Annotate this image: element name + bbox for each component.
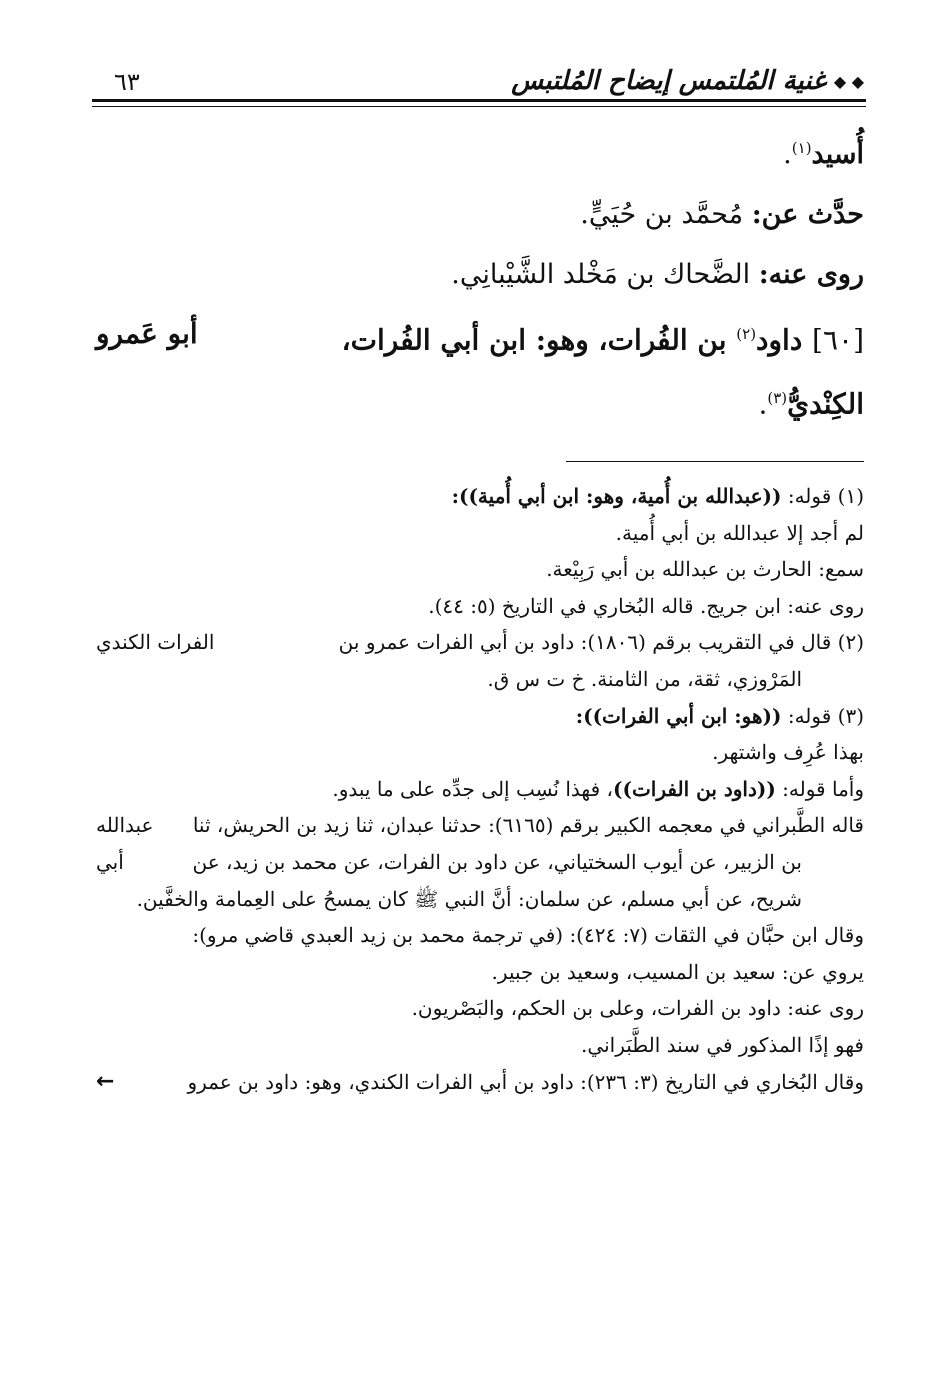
- period: .: [758, 387, 768, 421]
- footnote-3-l3-rest: ، فهذا نُسِب إلى جدِّه على ما يبدو.: [332, 776, 614, 801]
- footnote-1-line-2: لم أجد إلا عبدالله بن أبي أُمية.: [615, 520, 864, 545]
- entry-name: داود: [756, 323, 803, 357]
- footnote-ref-3: (٣): [767, 389, 788, 408]
- footnote-3-line-3: [96, 771, 864, 808]
- footnote-1-quote: ((عبدالله بن أُمية، وهو: ابن أبي أُمية)):: [451, 484, 782, 508]
- footnote-3-line-9: روى عنه: داود بن الفرات، وعلى بن الحكم، والبَصْريون.: [411, 996, 864, 1021]
- diamond-icon: ◆ ◆: [833, 71, 864, 91]
- running-title: [511, 66, 864, 96]
- main-line-rawa: [96, 245, 864, 305]
- entry-60-line2: [96, 369, 864, 433]
- footnote-3-line-5: [96, 844, 864, 881]
- period: .: [783, 139, 792, 170]
- header-rule-thin: [92, 106, 866, 107]
- footnote-2-text-end: الفرات الكندي: [96, 630, 215, 655]
- main-line-haddatha: [96, 185, 864, 245]
- footnotes: [96, 478, 864, 1100]
- rawa-label: روى عنه:: [758, 259, 864, 290]
- footnote-2-text: (٢) قال في التقريب برقم (١٨٠٦): داود بن أبي الفرات عمرو بن: [338, 630, 864, 655]
- footnote-3-l3-prefix: وأما قوله:: [782, 776, 864, 801]
- page-number: ٦٣: [114, 68, 140, 96]
- entry-heading: [342, 305, 864, 369]
- footnote-2-line-2: المَرْوزي، ثقة، من الثامنة. خ ت س ق.: [487, 666, 802, 691]
- footnote-separator: [566, 461, 864, 462]
- footnote-3-quote: ((هو: ابن أبي الفرات)):: [575, 703, 782, 728]
- footnote-3-line-8: يروي عن: سعيد بن المسيب، وسعيد بن جبير.: [491, 959, 864, 984]
- entry-60-line1: [96, 305, 864, 369]
- continue-arrow-icon: ←: [96, 1068, 115, 1094]
- book-title: غنية المُلتمس إيضاح المُلتبس: [511, 66, 826, 96]
- footnote-3-line-7: وقال ابن حبَّان في الثقات (٧: ٤٢٤): (في ترجمة محمد بن زيد العبدي قاضي مرو):: [192, 923, 864, 948]
- footnote-3-line-11: [96, 1064, 864, 1101]
- footnote-3-prefix: (٣) قوله:: [787, 703, 864, 728]
- running-header: [96, 56, 864, 96]
- footnote-3-l5-text: بن الزبير، عن أيوب السختياني، عن داود بن الفرات، عن محمد بن زيد، عن: [192, 849, 802, 874]
- haddatha-label: حدَّث عن:: [751, 199, 864, 230]
- header-rule-thick: [92, 99, 866, 102]
- footnote-1-prefix: (١) قوله:: [787, 484, 864, 508]
- footnote-3-l11-text: وقال البُخاري في التاريخ (٣: ٢٣٦): داود بن أبي الفرات الكندي، وهو: داود بن عمرو: [187, 1069, 864, 1094]
- footnote-1-line-4: روى عنه: ابن جريج. قاله البُخاري في التاريخ (٥: ٤٤).: [428, 593, 864, 618]
- footnote-3-l4-end: عبدالله: [96, 813, 154, 838]
- footnote-1-line-3: سمع: الحارث بن عبدالله بن أبي رَبِيْعة.: [546, 557, 864, 582]
- haddatha-value: مُحمَّد بن حُيَيٍّ.: [580, 199, 744, 230]
- footnote-3-l3-quote: ((داود بن الفرات)): [613, 776, 776, 801]
- footnote-ref-2: (٢): [736, 325, 757, 343]
- entry-lineage: بن الفُرات، وهو: ابن أبي الفُرات،: [341, 323, 727, 357]
- footnote-3-line-6: شريح، عن أبي مسلم، عن سلمان: أنَّ النبي ﷺ كان يمسحُ على العِمامة والخفَّين.: [136, 886, 802, 911]
- footnote-3-l4-text: قاله الطَّبراني في معجمه الكبير برقم (٦١٦٥): حدثنا عبدان، ثنا زيد بن الحريش، ثنا: [192, 813, 864, 838]
- footnote-ref-1: (١): [791, 139, 812, 157]
- footnote-3-line-10: فهو إذًا المذكور في سند الطَّبَراني.: [581, 1032, 864, 1057]
- footnote-2-line-1: [96, 624, 864, 661]
- narrator-name: أُسيد: [811, 139, 864, 170]
- main-text: [96, 118, 864, 434]
- footnote-1-line-1: [96, 478, 864, 515]
- footnote-3-line-2: بهذا عُرِف واشتهر.: [712, 740, 864, 765]
- footnote-3-line-4: [96, 807, 864, 844]
- entry-nisba: الكِنْديُّ: [787, 387, 864, 421]
- footnote-3-line-1: [96, 698, 864, 735]
- main-line-usayd: [96, 118, 864, 185]
- footnote-3-l5-end: أبي: [96, 849, 124, 874]
- rawa-value: الضَّحاك بن مَخْلد الشَّيْبانِي.: [451, 259, 751, 290]
- entry-number: [٦٠]: [812, 323, 864, 357]
- entry-kunya: أبو عَمرو: [96, 317, 198, 350]
